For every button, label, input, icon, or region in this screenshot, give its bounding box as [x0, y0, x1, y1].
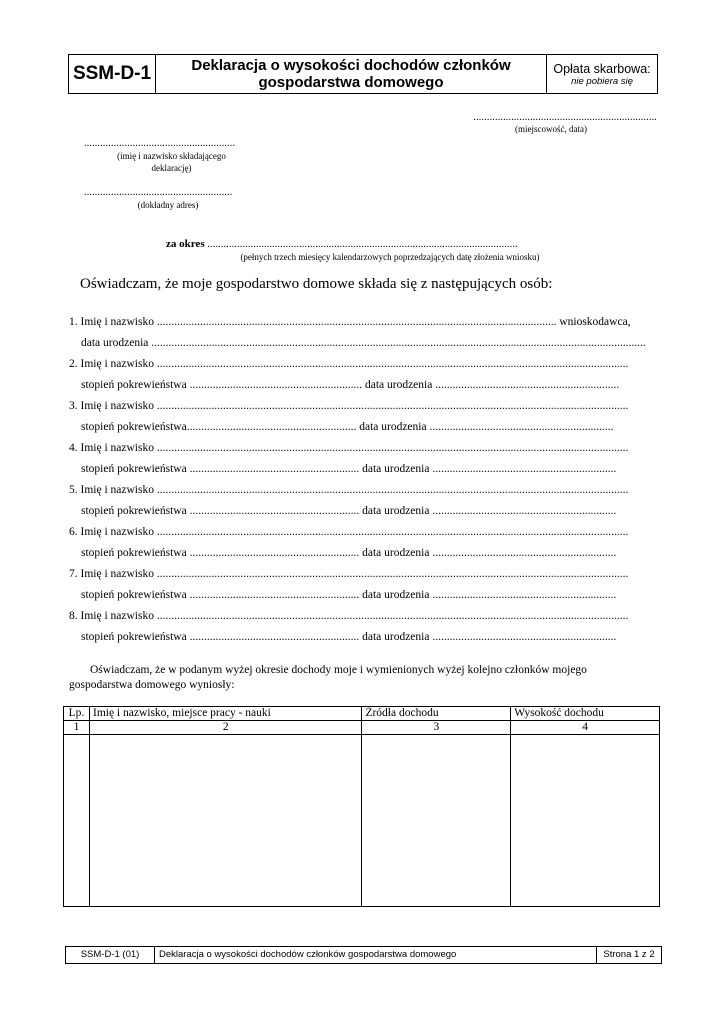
member-3-name-line[interactable]: 3. Imię i nazwisko .................................................................................................................................................................... — [69, 400, 629, 412]
header-name-workplace: Imię i nazwisko, miejsce pracy - nauki — [89, 707, 361, 721]
stamp-fee-box — [547, 55, 657, 93]
entry-amount-cell[interactable] — [511, 735, 660, 907]
member-5-name-line[interactable]: 5. Imię i nazwisko .................................................................................................................................................................... — [69, 484, 629, 496]
table-header-row — [64, 707, 660, 721]
place-date-field[interactable]: .................................................................... — [473, 112, 657, 123]
income-table — [63, 706, 660, 907]
household-statement: Oświadczam, że moje gospodarstwo domowe składa się z następujących osób: — [80, 276, 553, 292]
footer-title: Deklaracja o wysokości dochodów członków gospodarstwa domowego — [155, 947, 597, 963]
footer-code: SSM-D-1 (01) — [66, 947, 155, 963]
member-4-name-line[interactable]: 4. Imię i nazwisko .................................................................................................................................................................... — [69, 442, 629, 454]
declarant-name-caption-line2: deklarację) — [151, 163, 192, 173]
header-income-sources: Źródła dochodu — [362, 707, 511, 721]
col-number-2: 2 — [89, 721, 361, 735]
member-7-relation-line[interactable]: stopień pokrewieństwa ........................................................... data urodzenia ................................................................ — [81, 589, 617, 601]
income-statement-line2: gospodarstwa domowego wyniosły: — [69, 679, 235, 691]
member-6-name-line[interactable]: 6. Imię i nazwisko .................................................................................................................................................................... — [69, 526, 629, 538]
declarant-name-caption-line1: (imię i nazwisko składającego — [117, 151, 226, 161]
table-entry-row — [64, 735, 660, 907]
period-row — [166, 237, 561, 251]
entry-source-cell[interactable] — [362, 735, 511, 907]
member-7-name-line[interactable]: 7. Imię i nazwisko .................................................................................................................................................................... — [69, 568, 629, 580]
period-caption: (pełnych trzech miesięcy kalendarzowych poprzedzających datę złożenia wniosku) — [240, 252, 540, 262]
member-8-relation-line[interactable]: stopień pokrewieństwa ........................................................... data urodzenia ................................................................ — [81, 631, 617, 643]
address-field[interactable]: ....................................................... — [84, 187, 233, 198]
header-lp: Lp. — [64, 707, 90, 721]
member-4-relation-line[interactable]: stopień pokrewieństwa ........................................................... data urodzenia ................................................................ — [81, 463, 617, 475]
member-6-relation-line[interactable]: stopień pokrewieństwa ........................................................... data urodzenia ................................................................ — [81, 547, 617, 559]
person-1-name-line[interactable]: 1. Imię i nazwisko ........................................................................................................................................... wnioskodawca, — [69, 316, 631, 328]
col-number-3: 3 — [362, 721, 511, 735]
person-1-birthdate-line[interactable]: data urodzenia ............................................................................................................................................................................ — [81, 337, 646, 349]
member-3-relation-line[interactable]: stopień pokrewieństwa........................................................... data urodzenia ................................................................ — [81, 421, 614, 433]
col-number-4: 4 — [511, 721, 660, 735]
entry-lp-cell[interactable] — [64, 735, 90, 907]
period-label: za okres — [166, 238, 205, 250]
address-caption: (dokładny adres) — [137, 200, 199, 210]
page-footer — [65, 946, 662, 964]
form-title-line1: Deklaracja o wysokości dochodów członków — [191, 57, 511, 74]
form-title-line2: gospodarstwa domowego — [258, 74, 444, 91]
form-code: SSM-D-1 — [69, 55, 156, 93]
stamp-fee-label: Opłata skarbowa: — [553, 61, 651, 76]
form-title — [156, 55, 547, 93]
col-number-1: 1 — [64, 721, 90, 735]
member-2-relation-line[interactable]: stopień pokrewieństwa ............................................................ data urodzenia ................................................................ — [81, 379, 620, 391]
stamp-fee-note: nie pobiera się — [571, 75, 633, 87]
declarant-name-field[interactable]: ........................................................ — [84, 138, 236, 149]
entry-name-cell[interactable] — [89, 735, 361, 907]
declarant-name-caption — [84, 150, 259, 174]
place-date-caption: (miejscowość, data) — [515, 124, 587, 134]
member-8-name-line[interactable]: 8. Imię i nazwisko .................................................................................................................................................................... — [69, 610, 629, 622]
income-statement-line1: Oświadczam, że w podanym wyżej okresie dochody moje i wymienionych wyżej kolejno członków mojego — [90, 664, 587, 676]
member-2-name-line[interactable]: 2. Imię i nazwisko .................................................................................................................................................................... — [69, 358, 629, 370]
period-field[interactable]: ................................................................................................................... — [207, 239, 518, 250]
table-number-row — [64, 721, 660, 735]
form-header — [68, 54, 658, 94]
header-income-amount: Wysokość dochodu — [511, 707, 660, 721]
footer-page-number: Strona 1 z 2 — [603, 949, 655, 960]
member-5-relation-line[interactable]: stopień pokrewieństwa ........................................................... data urodzenia ................................................................ — [81, 505, 617, 517]
